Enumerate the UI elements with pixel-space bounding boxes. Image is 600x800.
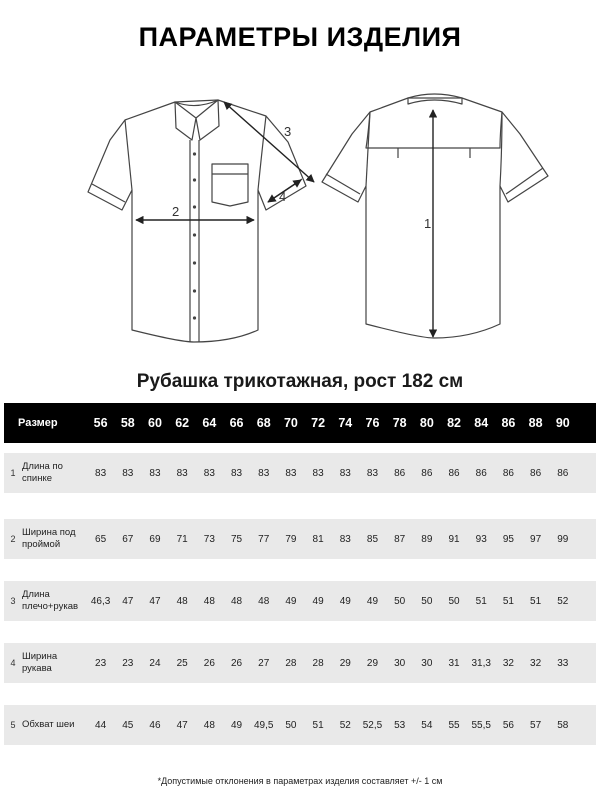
front-collar-right xyxy=(196,100,219,140)
table-cell: 48 xyxy=(203,595,215,607)
size-header: 58 xyxy=(120,416,135,430)
table-cell: 48 xyxy=(176,595,188,607)
front-buttons xyxy=(193,152,196,319)
button xyxy=(193,316,196,319)
table-cell: 81 xyxy=(312,533,324,545)
table-cell: 83 xyxy=(312,467,324,479)
back-cuff-left xyxy=(326,174,360,194)
row-name xyxy=(22,651,87,675)
footnote: *Допустимые отклонения в параметрах изделия составляет +/- 1 см xyxy=(157,776,443,786)
size-header: 72 xyxy=(311,416,326,430)
table-cell: 31,3 xyxy=(471,657,491,669)
size-table xyxy=(4,403,596,731)
size-header: 56 xyxy=(93,416,108,430)
row-name-line2: спинке xyxy=(22,473,52,484)
table-cell: 49 xyxy=(230,719,243,731)
table-cell: 52 xyxy=(339,719,351,731)
front-shirt-drawing xyxy=(88,100,306,342)
button xyxy=(193,261,196,264)
table-cell: 48 xyxy=(230,595,243,607)
table-cell: 95 xyxy=(502,533,514,545)
table-cell: 53 xyxy=(394,719,406,731)
table-cell: 52 xyxy=(557,595,569,607)
table-cell: 45 xyxy=(122,719,134,731)
table-cell: 32 xyxy=(530,657,542,669)
row-number: 5 xyxy=(10,720,16,730)
back-armhole-left xyxy=(366,112,370,186)
button xyxy=(193,205,196,208)
size-header: 84 xyxy=(474,416,489,430)
row-number: 1 xyxy=(10,468,16,478)
table-cell: 50 xyxy=(285,719,297,731)
table-cell: 65 xyxy=(95,533,107,545)
table-cell: 83 xyxy=(203,467,215,479)
button xyxy=(193,289,196,292)
table-cell: 91 xyxy=(448,533,460,545)
table-cell: 83 xyxy=(285,467,297,479)
table-cell: 50 xyxy=(448,595,460,607)
table-cell: 44 xyxy=(95,719,107,731)
table-cell: 85 xyxy=(366,533,379,545)
table-cell: 49 xyxy=(339,595,351,607)
size-header: 70 xyxy=(283,416,298,430)
front-cuff-left xyxy=(92,184,125,202)
table-cell: 23 xyxy=(122,657,134,669)
row-name-line1: Длина xyxy=(22,589,50,600)
table-cell: 86 xyxy=(421,467,433,479)
measure-label-2: 2 xyxy=(172,204,180,219)
table-cell: 83 xyxy=(339,467,351,479)
table-cell: 86 xyxy=(557,467,569,479)
row-name-line2: проймой xyxy=(22,539,61,550)
back-collar xyxy=(408,94,462,104)
row-name-line1: Ширина xyxy=(22,651,58,662)
table-cell: 51 xyxy=(502,595,514,607)
page-title: ПАРАМЕТРЫ ИЗДЕЛИЯ xyxy=(138,22,462,52)
table-cell: 29 xyxy=(366,657,379,669)
table-cell: 30 xyxy=(394,657,406,669)
size-header: 88 xyxy=(528,416,543,430)
table-cell: 51 xyxy=(530,595,542,607)
row-number: 4 xyxy=(10,658,16,668)
table-cell: 67 xyxy=(122,533,134,545)
table-cell: 28 xyxy=(285,657,297,669)
table-cell: 83 xyxy=(339,533,351,545)
row-number: 2 xyxy=(10,534,16,544)
table-cell: 55,5 xyxy=(471,719,491,731)
table-cell: 71 xyxy=(176,533,188,545)
table-cell: 97 xyxy=(530,533,542,545)
table-cell: 52,5 xyxy=(362,719,383,731)
row-name xyxy=(22,461,87,485)
table-cell: 50 xyxy=(421,595,433,607)
size-header: 78 xyxy=(392,416,407,430)
row-name-line1: Обхват шеи xyxy=(22,719,75,730)
table-cell: 26 xyxy=(230,657,243,669)
row-name-line2: плечо+рукав xyxy=(22,601,79,612)
size-header: 62 xyxy=(175,416,190,430)
row-name xyxy=(22,527,87,551)
measure-arrow-3 xyxy=(224,102,314,182)
table-cell: 79 xyxy=(285,533,297,545)
back-shirt-outline xyxy=(322,98,548,338)
button xyxy=(193,178,196,181)
table-cell: 49 xyxy=(366,595,379,607)
measure-label-3: 3 xyxy=(284,124,292,139)
table-cell: 86 xyxy=(475,467,487,479)
table-cell: 75 xyxy=(230,533,243,545)
table-row xyxy=(4,453,596,493)
shirt-illustration xyxy=(0,80,600,365)
size-header: 80 xyxy=(419,416,434,430)
table-cell: 47 xyxy=(122,595,134,607)
size-header: 66 xyxy=(229,416,244,430)
table-cell: 26 xyxy=(203,657,215,669)
table-cell: 48 xyxy=(258,595,270,607)
size-header: 60 xyxy=(148,416,162,430)
table-cell: 73 xyxy=(203,533,215,545)
front-shirt-outline xyxy=(88,100,306,342)
table-cell: 69 xyxy=(149,533,161,545)
table-cell: 23 xyxy=(95,657,107,669)
size-header: 74 xyxy=(338,416,353,430)
table-cell: 28 xyxy=(312,657,324,669)
table-cell: 83 xyxy=(122,467,134,479)
table-row xyxy=(4,643,596,683)
front-armhole-left xyxy=(125,120,132,190)
table-cell: 99 xyxy=(557,533,569,545)
table-cell: 83 xyxy=(95,467,107,479)
table-cell: 27 xyxy=(258,657,270,669)
row-name-line2: рукава xyxy=(22,663,52,674)
table-cell: 46,3 xyxy=(90,595,111,607)
table-cell: 32 xyxy=(502,657,514,669)
product-subtitle: Рубашка трикотажная, рост 182 см xyxy=(136,371,464,392)
table-cell: 93 xyxy=(475,533,487,545)
size-header: 64 xyxy=(202,416,217,430)
front-armhole-right xyxy=(258,116,266,190)
back-shirt-drawing xyxy=(322,94,548,338)
table-cell: 49 xyxy=(285,595,297,607)
measure-label-4: 4 xyxy=(279,189,287,204)
table-cell: 51 xyxy=(312,719,324,731)
row-name-line1: Ширина под xyxy=(22,527,76,538)
table-cell: 47 xyxy=(176,719,188,731)
button xyxy=(193,152,196,155)
table-cell: 56 xyxy=(502,719,514,731)
front-pocket xyxy=(212,164,248,206)
table-cell: 57 xyxy=(530,719,542,731)
table-cell: 24 xyxy=(149,657,161,669)
table-cell: 83 xyxy=(176,467,188,479)
row-number: 3 xyxy=(10,596,16,606)
table-cell: 33 xyxy=(557,657,569,669)
table-cell: 83 xyxy=(230,467,243,479)
table-cell: 49 xyxy=(312,595,324,607)
button xyxy=(193,233,196,236)
table-row xyxy=(4,581,596,621)
table-cell: 86 xyxy=(530,467,542,479)
table-cell: 86 xyxy=(448,467,460,479)
table-cell: 31 xyxy=(448,657,460,669)
table-cell: 30 xyxy=(421,657,433,669)
row-name xyxy=(22,719,87,731)
table-row xyxy=(4,705,596,745)
table-cell: 49,5 xyxy=(253,719,274,731)
table-cell: 83 xyxy=(366,467,379,479)
table-cell: 83 xyxy=(149,467,161,479)
size-header: 68 xyxy=(256,416,271,430)
back-cuff-right xyxy=(506,168,543,194)
table-row xyxy=(4,519,596,559)
header-label: Размер xyxy=(18,417,58,429)
row-name-line1: Длина по xyxy=(22,461,63,472)
table-cell: 87 xyxy=(394,533,406,545)
table-cell: 89 xyxy=(421,533,433,545)
table-cell: 29 xyxy=(339,657,351,669)
size-header: 76 xyxy=(365,416,380,430)
table-cell: 51 xyxy=(475,595,487,607)
table-cell: 50 xyxy=(394,595,406,607)
size-header: 90 xyxy=(555,416,570,430)
table-cell: 48 xyxy=(203,719,215,731)
table-header xyxy=(4,403,596,443)
size-header: 82 xyxy=(447,416,461,430)
table-cell: 25 xyxy=(176,657,188,669)
row-name xyxy=(22,589,87,613)
table-cell: 54 xyxy=(421,719,433,731)
back-yoke xyxy=(366,112,502,148)
table-cell: 58 xyxy=(557,719,569,731)
table-cell: 55 xyxy=(448,719,460,731)
table-cell: 86 xyxy=(394,467,406,479)
table-cell: 86 xyxy=(502,467,514,479)
size-header: 86 xyxy=(501,416,516,430)
table-cell: 77 xyxy=(258,533,270,545)
table-cell: 83 xyxy=(258,467,270,479)
front-collar-left xyxy=(175,102,196,140)
table-cell: 46 xyxy=(149,719,161,731)
measure-label-1: 1 xyxy=(424,216,432,231)
table-cell: 47 xyxy=(149,595,161,607)
